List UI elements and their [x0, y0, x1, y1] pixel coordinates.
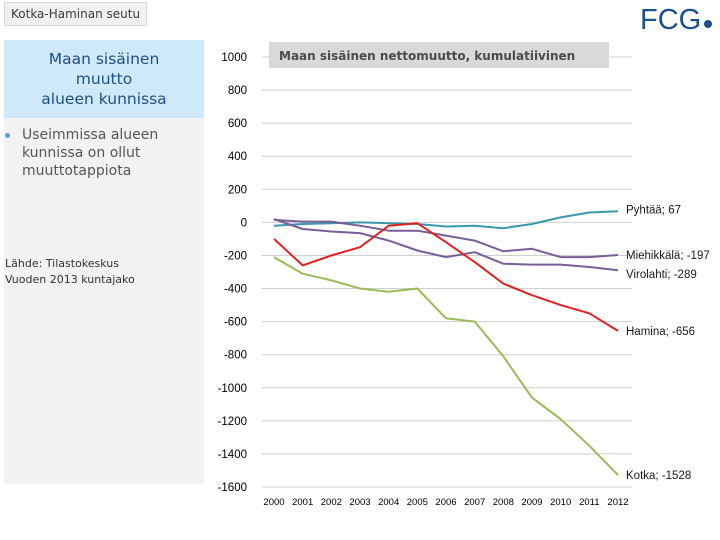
y-tick-label: -800 — [223, 349, 247, 362]
series-line-pyhtää — [274, 211, 618, 228]
y-tick-label: -200 — [223, 250, 247, 263]
line-chart — [205, 36, 715, 510]
bullet-point — [5, 126, 197, 180]
series-end-label: Miehikkälä; -197 — [626, 249, 710, 262]
x-tick-label: 2005 — [406, 497, 428, 508]
x-tick-label: 2002 — [320, 497, 342, 508]
chart-title-group — [269, 42, 609, 68]
x-tick-label: 2010 — [550, 497, 572, 508]
chart-title: Maan sisäinen nettomuutto, kumulatiivinen — [279, 49, 576, 63]
source-note — [5, 256, 135, 288]
x-tick-label: 2012 — [607, 497, 629, 508]
series-end-label: Kotka; -1528 — [626, 470, 692, 483]
source-line: Lähde: Tilastokeskus — [5, 257, 120, 270]
y-tick-label: 1000 — [221, 52, 247, 64]
series-lines — [274, 211, 618, 475]
x-tick-label: 2006 — [435, 497, 457, 508]
fcg-logo — [640, 2, 712, 38]
series-end-labels — [626, 204, 710, 482]
grid-lines — [262, 57, 632, 487]
y-axis-ticks — [218, 52, 247, 494]
y-tick-label: -1400 — [217, 448, 247, 461]
series-end-label: Hamina; -656 — [626, 325, 696, 338]
bullet-dot-icon — [5, 133, 10, 138]
y-tick-label: -1000 — [217, 382, 247, 395]
x-tick-label: 2003 — [349, 497, 371, 508]
x-tick-label: 2000 — [263, 497, 285, 508]
bullet-text: Useimmissa alueen kunnissa on ollut muuttotappiota — [22, 127, 159, 179]
x-tick-label: 2009 — [521, 497, 543, 508]
y-tick-label: 600 — [227, 118, 247, 131]
series-line-kotka — [274, 257, 618, 475]
slide-title-box — [4, 40, 204, 118]
x-tick-label: 2001 — [292, 497, 314, 508]
series-end-label: Virolahti; -289 — [626, 269, 697, 282]
logo-text: FCG — [640, 3, 702, 36]
series-line-miehikkälä — [274, 220, 618, 257]
y-tick-label: -600 — [223, 316, 247, 329]
x-axis-ticks — [263, 497, 628, 508]
y-tick-label: -1600 — [217, 482, 247, 494]
slide-title: Maan sisäinen muutto alueen kunnissa — [41, 50, 167, 108]
logo-dot-icon — [704, 20, 712, 28]
x-tick-label: 2007 — [464, 497, 486, 508]
y-tick-label: 0 — [240, 217, 247, 230]
y-tick-label: 400 — [227, 151, 247, 164]
x-tick-label: 2004 — [378, 497, 400, 508]
y-tick-label: -1200 — [217, 415, 247, 428]
region-tag: Kotka-Haminan seutu — [4, 2, 147, 26]
y-tick-label: 800 — [227, 85, 247, 98]
series-end-label: Pyhtää; 67 — [626, 204, 681, 217]
x-tick-label: 2008 — [492, 497, 514, 508]
y-tick-label: 200 — [227, 184, 247, 197]
x-tick-label: 2011 — [579, 497, 600, 508]
y-tick-label: -400 — [223, 283, 247, 296]
series-line-hamina — [274, 223, 618, 331]
source-line: Vuoden 2013 kuntajako — [5, 273, 135, 286]
